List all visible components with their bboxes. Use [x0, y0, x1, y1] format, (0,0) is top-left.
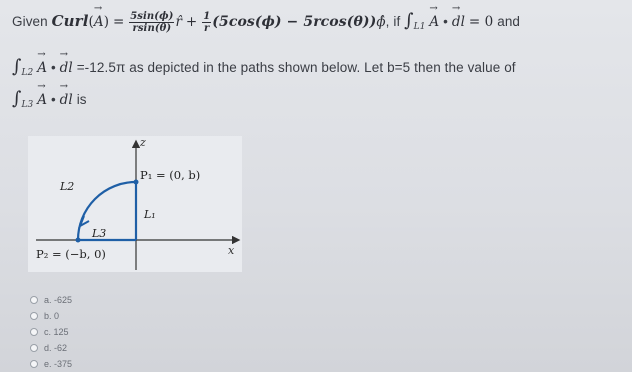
fraction-2: $\frac{1}{r}$: [203, 10, 211, 34]
l2-label: L2: [60, 180, 75, 193]
z-label: z: [140, 136, 146, 149]
term-2: (5cos(ϕ) − 5rcos(θ)): [212, 14, 377, 30]
l3-sub: L3: [21, 100, 34, 110]
dot: •: [443, 14, 448, 29]
eq-zero: = 0: [468, 14, 494, 30]
plus-sign: +: [185, 14, 198, 30]
option-d-label: d. -62: [44, 343, 68, 353]
path-l2: [78, 182, 136, 240]
dl-vector-3: → dl: [60, 92, 73, 108]
option-d[interactable]: [30, 340, 72, 356]
equals-sign: =: [112, 14, 125, 30]
vector-a-3: → A: [37, 60, 47, 76]
radio-d[interactable]: [30, 344, 38, 352]
point-p1: [134, 180, 139, 185]
radio-c[interactable]: [30, 328, 38, 336]
dot-2: •: [50, 60, 56, 75]
x-label: x: [228, 244, 235, 257]
l1-sub: L1: [413, 22, 426, 32]
question-line-1: Given Curl(→ A) = $\frac{5\sin(\phi)}{rsin(\theta)}$ r̂ + $\frac{1}{r}$ (5cos(ϕ) − 5rcos(θ))ϕ̂, if $\int_{L1} \to A$ • → dl = 0 and: [12, 10, 520, 34]
l2-sub: L2: [21, 68, 34, 78]
and-text: and: [497, 14, 521, 29]
dl-vector: → dl: [452, 14, 465, 30]
point-p2: [76, 238, 81, 243]
option-c-label: c. 125: [44, 327, 69, 337]
option-e[interactable]: [30, 356, 72, 372]
fraction-1: $\frac{5\sin(\phi)}{rsin(\theta)}$: [130, 10, 174, 34]
vector-a: → A: [94, 14, 104, 30]
dot-3: •: [50, 92, 56, 107]
answer-options: [30, 292, 72, 372]
line2-text: =-12.5π as depicted in the paths shown below. Let b=5 then the value of: [76, 60, 516, 75]
question-line-2: $\int_{L2} \to A$ • → dl =-12.5π as depicted in the paths shown below. Let b=5 then the value of: [12, 56, 516, 78]
p2-label: P₂ = (−b, 0): [36, 247, 106, 261]
vector-a-4: → A: [37, 92, 47, 108]
phi-hat: ϕ̂: [376, 14, 386, 30]
is-text: is: [76, 92, 87, 107]
question-line-3: $\int_{L3} \to A$ • → dl is: [12, 88, 87, 110]
option-c[interactable]: [30, 324, 72, 340]
option-a[interactable]: [30, 292, 72, 308]
p1-label: P₁ = (0, b): [140, 168, 201, 182]
r-hat: r̂: [175, 14, 183, 30]
vector-a-2: → A: [429, 14, 439, 30]
given-text: Given: [12, 14, 48, 29]
l1-label: L₁: [144, 208, 156, 221]
option-b[interactable]: [30, 308, 72, 324]
l3-label: L3: [92, 227, 107, 240]
if-text: , if: [385, 14, 401, 29]
radio-b[interactable]: [30, 312, 38, 320]
dl-vector-2: → dl: [60, 60, 73, 76]
path-diagram-svg: [28, 136, 242, 272]
curl-text: Curl: [51, 12, 89, 30]
radio-e[interactable]: [30, 360, 38, 368]
option-e-label: e. -375: [44, 359, 73, 369]
option-a-label: a. -625: [44, 295, 73, 305]
option-b-label: b. 0: [44, 311, 60, 321]
path-diagram: [28, 136, 242, 272]
radio-a[interactable]: [30, 296, 38, 304]
